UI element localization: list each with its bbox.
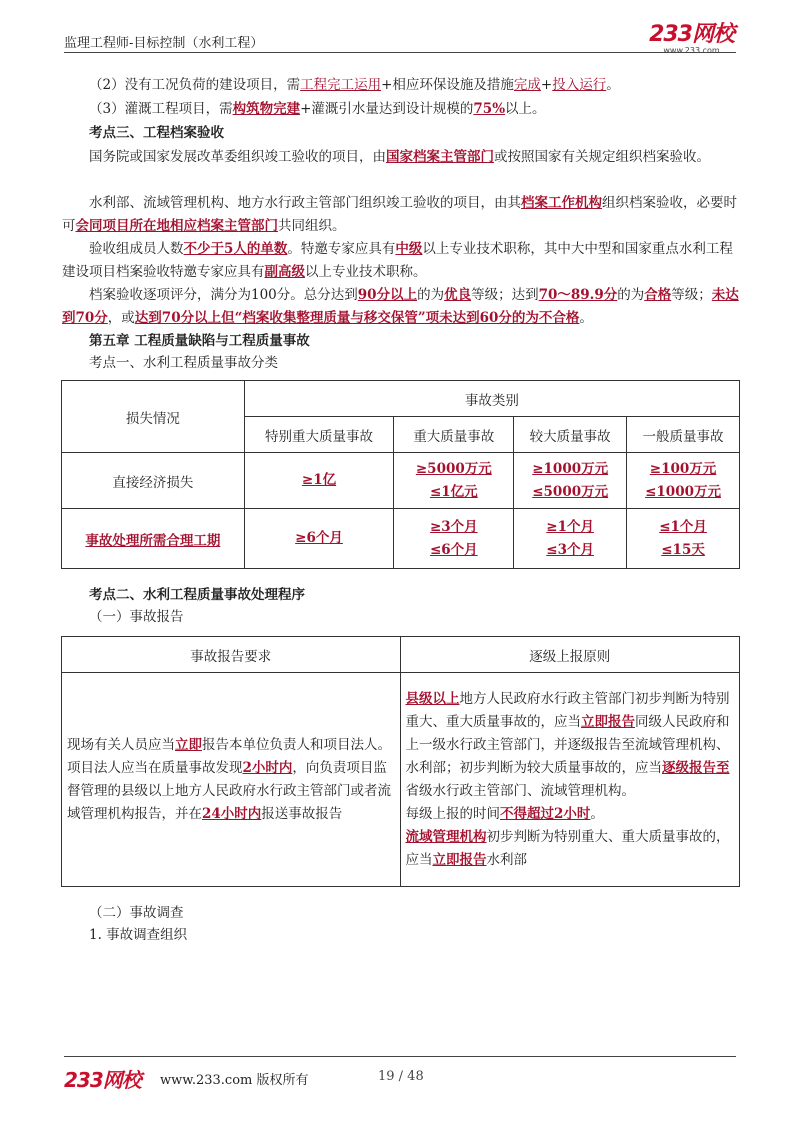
column-header: 重大质量事故 [394, 417, 514, 453]
footer-copyright: www.233.com 版权所有 [160, 1073, 309, 1088]
subsection-investigation: （二）事故调查 [89, 905, 184, 921]
report-principle-cell: 县级以上地方人民政府水行政主管部门初步判断为特别重大、重大质量事故的，应当立即报告同级人民政府和上一级水行政主管部门，并逐级报告至流域管理机构、水利部；初步判断为较大质量事故的，应当逐级报告至省级水行政主管部门、流域管理机构。 每级上报的时间不得超过2小时。 流域管理机构初步判断为特别重大、重大质量事故的，应当立即报告水利部 [400, 673, 740, 887]
table-cell: ≥1亿 [244, 453, 394, 509]
point-heading-classification: 考点一、水利工程质量事故分类 [89, 355, 278, 371]
chapter-heading: 第五章 工程质量缺陷与工程质量事故 [89, 333, 310, 349]
column-header: 较大质量事故 [514, 417, 627, 453]
accident-report-table [61, 636, 740, 887]
list-item-investigation-org: 1. 事故调查组织 [89, 927, 188, 943]
table-cell: ≥1个月 ≤3个月 [514, 509, 627, 569]
paragraph-no-load: （2）没有工况负荷的建设项目，需工程完工运用+相应环保设施及措施完成+投入运行。 [89, 77, 620, 93]
accident-classification-table [61, 380, 740, 569]
table-cell: ≥1000万元 ≤5000万元 [514, 453, 627, 509]
table-cell: ≥6个月 [244, 509, 394, 569]
section-heading-archive: 考点三、工程档案验收 [89, 125, 224, 141]
table-cell: ≥3个月 ≤6个月 [394, 509, 514, 569]
paragraph-irrigation: （3）灌溉工程项目，需构筑物完建+灌溉引水量达到设计规模的75%以上。 [89, 101, 546, 117]
paragraph-water-ministry: 水利部、流域管理机构、地方水行政主管部门组织竣工验收的项目，由其档案工作机构组织档案验收，必要时可会同项目所在地相应档案主管部门共同组织。 [62, 195, 737, 234]
footer-logo[interactable]: 233网校 [64, 1068, 141, 1092]
header-divider [64, 52, 736, 53]
row-label-duration: 事故处理所需合理工期 [62, 509, 245, 569]
table-cell: ≥100万元 ≤1000万元 [627, 453, 740, 509]
table-group-header: 事故类别 [244, 381, 739, 417]
paragraph-members: 验收组成员人数不少于5人的单数。特邀专家应具有中级以上专业技术职称，其中大中型和国家重点水利工程建设项目档案验收特邀专家应具有副高级以上专业技术职称。 [62, 241, 733, 280]
logo-text: 233网校 [649, 22, 734, 47]
table-cell: ≤1个月 ≤15天 [627, 509, 740, 569]
subsection-report: （一）事故报告 [89, 609, 184, 625]
logo-url: www.233.com [663, 46, 720, 55]
header-title: 监理工程师-目标控制（水利工程） [64, 36, 264, 51]
brand-logo[interactable] [649, 24, 734, 55]
point-heading-procedure: 考点二、水利工程质量事故处理程序 [89, 587, 305, 603]
column-header: 一般质量事故 [627, 417, 740, 453]
column-header-requirements: 事故报告要求 [62, 637, 401, 673]
column-header: 特别重大质量事故 [244, 417, 394, 453]
paragraph-scoring: 档案验收逐项评分，满分为100分。总分达到90分以上的为优良等级；达到70～89.9分的为合格等级；未达到70分，或达到70分以上但“档案收集整理质量与移交保管”项未达到60分的为不合格。 [62, 287, 739, 326]
page-number: 19 / 48 [378, 1069, 424, 1084]
footer-divider [64, 1056, 736, 1057]
column-header-principle: 逐级上报原则 [400, 637, 740, 673]
table-cell: ≥5000万元 ≤1亿元 [394, 453, 514, 509]
report-requirements-cell: 现场有关人员应当立即报告本单位负责人和项目法人。 项目法人应当在质量事故发现2小时内，向负责项目监督管理的县级以上地方人民政府水行政主管部门或者流域管理机构报告，并在24小时内报送事故报告 [62, 673, 401, 887]
paragraph-state-council: 国务院或国家发展改革委组织竣工验收的项目，由国家档案主管部门或按照国家有关规定组织档案验收。 [89, 149, 710, 165]
row-label-economic-loss: 直接经济损失 [62, 453, 245, 509]
table-corner-header: 损失情况 [62, 381, 245, 453]
